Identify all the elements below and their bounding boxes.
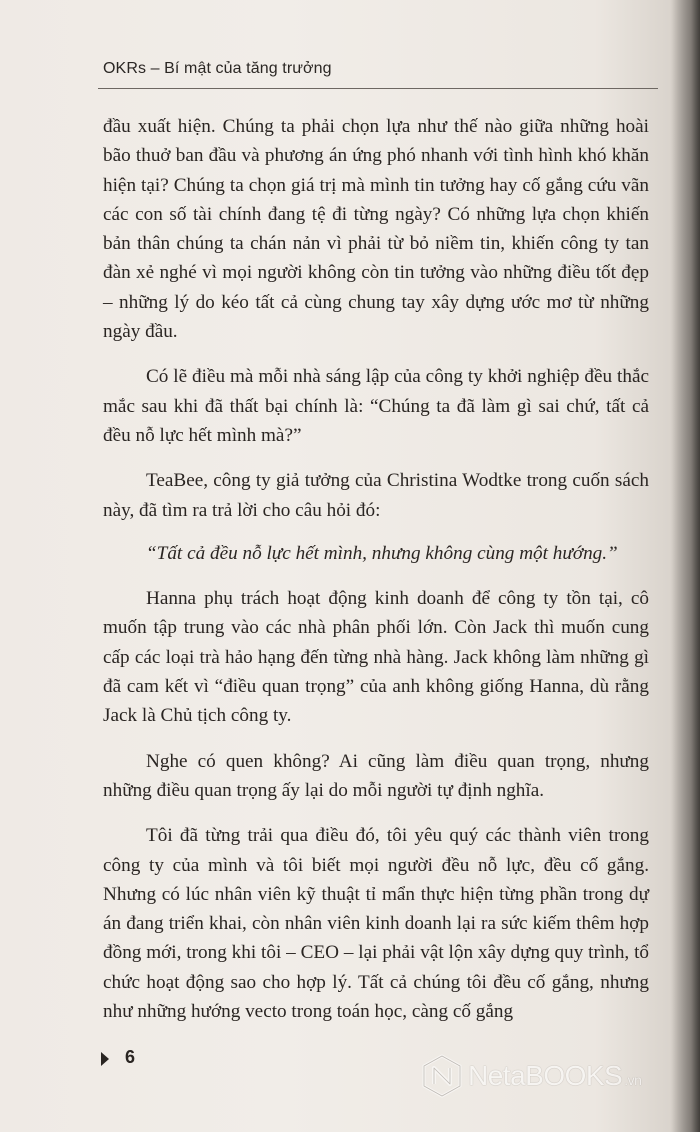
- paragraph-1: đầu xuất hiện. Chúng ta phải chọn lựa như thế nào giữa những hoài bão thuở ban đầu và phương án ứng phó nhanh với tình hình khó khăn hiện tại? Chúng ta chọn giá trị mà mình tin tưởng hay cố gắng cứu vãn các con số tài chính đang tệ đi từng ngày? Có những lựa chọn khiến bản thân chúng ta chán nản vì phải từ bỏ niềm tin, khiến công ty tan đàn xẻ nghé vì mọi người không còn tin tưởng vào những điều tốt đẹp – những lý do kéo tất cả cùng chung tay xây dựng ước mơ từ những ngày đầu.: [103, 116, 649, 343]
- page-marker-triangle-icon: [101, 1052, 109, 1066]
- spine-shadow: [670, 0, 700, 1132]
- body-text: [103, 112, 649, 1026]
- watermark-brand: NetaBOOKS: [468, 1060, 623, 1091]
- paragraph-2: Có lẽ điều mà mỗi nhà sáng lập của công ty khởi nghiệp đều thắc mắc sau khi đã thất bại chính là: “Chúng ta đã làm gì sai chứ, tất cả đều nỗ lực hết mình mà?”: [103, 366, 649, 446]
- pull-quote: “Tất cả đều nỗ lực hết mình, nhưng không cùng một hướng.”: [146, 542, 618, 564]
- paragraph-6: Tôi đã từng trải qua điều đó, tôi yêu quý các thành viên trong công ty của mình và tôi biết mọi người đều nỗ lực, đều cố gắng. Nhưng có lúc nhân viên kỹ thuật tỉ mẩn thực hiện từng phần trong dự án đang triển khai, còn nhân viên kinh doanh lại ra sức kiếm thêm hợp đồng mới, trong khi tôi – CEO – lại phải vật lộn xây dựng quy trình, tổ chức hoạt động sao cho hợp lý. Tất cả chúng tôi đều cố gắng, nhưng như những hướng vecto trong toán học, càng cố gắng: [103, 825, 649, 1023]
- paragraph-4: Hanna phụ trách hoạt động kinh doanh để công ty tồn tại, cô muốn tập trung vào các nhà phân phối lớn. Còn Jack thì muốn cung cấp các loại trà hảo hạng đến từng nhà hàng. Jack không làm những gì đã cam kết vì “điều quan trọng” của anh không giống Hanna, dù rằng Jack là Chủ tịch công ty.: [103, 588, 649, 727]
- watermark: [420, 1054, 641, 1098]
- header-rule: [98, 88, 658, 89]
- watermark-suffix: .vn: [624, 1072, 642, 1088]
- paragraph-3: TeaBee, công ty giả tưởng của Christina Wodtke trong cuốn sách này, đã tìm ra trả lời cho câu hỏi đó:: [103, 470, 649, 521]
- watermark-text: [468, 1060, 641, 1092]
- running-header: OKRs – Bí mật của tăng trưởng: [103, 60, 332, 77]
- paragraph-5: Nghe có quen không? Ai cũng làm điều quan trọng, nhưng những điều quan trọng ấy lại do mỗi người tự định nghĩa.: [103, 750, 649, 801]
- page-number: 6: [125, 1047, 136, 1067]
- netabooks-logo-icon: [420, 1054, 464, 1098]
